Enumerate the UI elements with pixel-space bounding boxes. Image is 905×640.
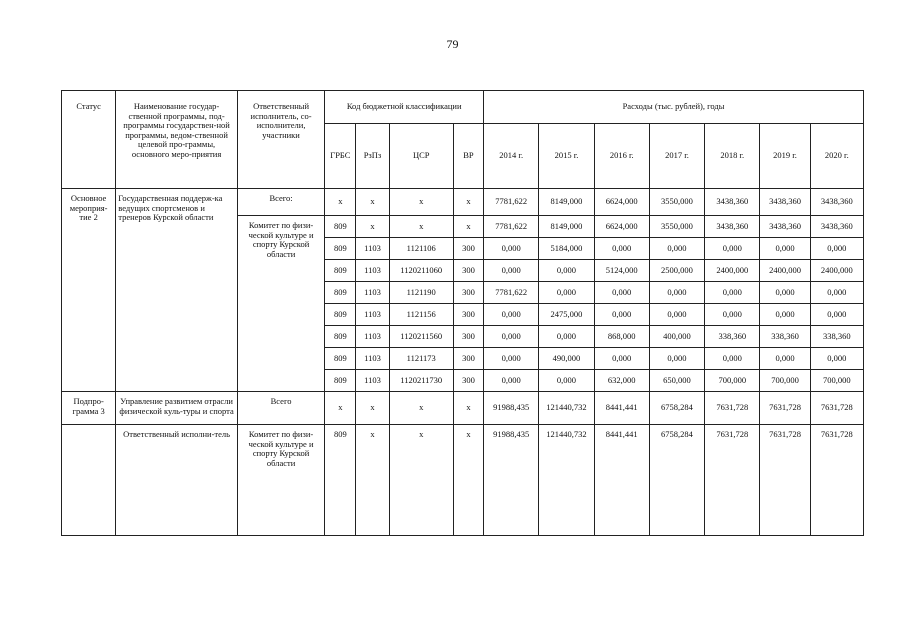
table-cell: 809 — [325, 326, 356, 348]
table-cell: 300 — [453, 348, 483, 370]
table-cell: 1120211060 — [389, 260, 453, 282]
table-cell: 3550,000 — [649, 216, 704, 238]
table-cell: 2400,000 — [810, 260, 863, 282]
table-cell: 8441,441 — [594, 425, 649, 536]
table-cell: 0,000 — [649, 282, 704, 304]
header-year-2015: 2015 г. — [539, 124, 594, 189]
table-cell: x — [325, 392, 356, 425]
table-cell: 1103 — [356, 348, 389, 370]
table-cell: 0,000 — [594, 304, 649, 326]
table-cell: 2500,000 — [649, 260, 704, 282]
table-cell: 0,000 — [649, 348, 704, 370]
table-cell: 91988,435 — [484, 392, 539, 425]
table-cell: 7631,728 — [810, 392, 863, 425]
table-row — [62, 189, 864, 216]
table-cell: 0,000 — [594, 348, 649, 370]
page-number: 79 — [446, 37, 459, 51]
header-rzpz: РзПз — [356, 124, 389, 189]
table-cell: x — [453, 425, 483, 536]
table-cell: 1120211730 — [389, 370, 453, 392]
table-cell: 0,000 — [760, 304, 810, 326]
table-cell: 8149,000 — [539, 216, 594, 238]
header-budget-code: Код бюджетной классификации — [325, 91, 484, 124]
table-cell: 0,000 — [484, 326, 539, 348]
table-cell: x — [389, 216, 453, 238]
table-cell: 6624,000 — [594, 189, 649, 216]
row-executor: Всего: — [237, 189, 324, 216]
table-cell: x — [453, 189, 483, 216]
table-row — [62, 392, 864, 425]
table-cell: 809 — [325, 216, 356, 238]
table-cell: 809 — [325, 348, 356, 370]
table-cell: 91988,435 — [484, 425, 539, 536]
table-cell: 0,000 — [484, 238, 539, 260]
table-cell: 1121106 — [389, 238, 453, 260]
table-cell: 300 — [453, 326, 483, 348]
row-executor: Всего — [237, 392, 324, 425]
header-csr: ЦСР — [389, 124, 453, 189]
table-cell: 1103 — [356, 260, 389, 282]
header-status: Статус — [62, 91, 116, 189]
header-expenses: Расходы (тыс. рублей), годы — [484, 91, 864, 124]
table-cell: 1121190 — [389, 282, 453, 304]
table-cell: 809 — [325, 304, 356, 326]
table-cell: 0,000 — [810, 348, 863, 370]
table-cell: 0,000 — [705, 304, 760, 326]
table-cell: 1103 — [356, 304, 389, 326]
table-cell: 700,000 — [760, 370, 810, 392]
table-cell: 3438,360 — [810, 216, 863, 238]
table-cell: 300 — [453, 282, 483, 304]
table-cell: 300 — [453, 370, 483, 392]
table-cell: 0,000 — [810, 282, 863, 304]
table-cell: 1103 — [356, 370, 389, 392]
table-cell: 6624,000 — [594, 216, 649, 238]
table-cell: 7631,728 — [760, 392, 810, 425]
table-cell: 2400,000 — [705, 260, 760, 282]
table-cell: 1120211560 — [389, 326, 453, 348]
table-cell: 338,360 — [810, 326, 863, 348]
table-cell: 121440,732 — [539, 425, 594, 536]
table-cell: 0,000 — [539, 370, 594, 392]
table-cell: 7631,728 — [705, 425, 760, 536]
row-status — [62, 425, 116, 536]
row-executor: Комитет по физи-ческой культуре и спорту Курской области — [237, 216, 324, 392]
table-cell: x — [389, 189, 453, 216]
header-row — [62, 91, 864, 124]
table-cell: 8441,441 — [594, 392, 649, 425]
table-cell: 700,000 — [705, 370, 760, 392]
table-cell: 0,000 — [484, 260, 539, 282]
table-cell: 0,000 — [649, 304, 704, 326]
table-cell: 7631,728 — [760, 425, 810, 536]
table-cell: 1103 — [356, 326, 389, 348]
table-cell: x — [356, 216, 389, 238]
header-year-2017: 2017 г. — [649, 124, 704, 189]
table-cell: 868,000 — [594, 326, 649, 348]
table-cell: 3438,360 — [810, 189, 863, 216]
header-vr: ВР — [453, 124, 483, 189]
table-cell: x — [389, 392, 453, 425]
table-cell: 2475,000 — [539, 304, 594, 326]
table-cell: 1103 — [356, 238, 389, 260]
table-cell: 300 — [453, 304, 483, 326]
table-cell: 6758,284 — [649, 392, 704, 425]
header-name: Наименование государ-ственной программы, под-программы государствен-ной программы, ведом-ственной целевой про-граммы, основного меро-приятия — [116, 91, 238, 189]
table-cell: x — [453, 216, 483, 238]
table-cell: 809 — [325, 238, 356, 260]
table-cell: 2400,000 — [760, 260, 810, 282]
table-cell: x — [325, 189, 356, 216]
table-row — [62, 425, 864, 536]
table-cell: 3438,360 — [705, 216, 760, 238]
table-cell: 0,000 — [539, 282, 594, 304]
table-cell: 650,000 — [649, 370, 704, 392]
table-cell: 8149,000 — [539, 189, 594, 216]
header-grbs: ГРБС — [325, 124, 356, 189]
table-cell: 7781,622 — [484, 282, 539, 304]
table-cell: x — [389, 425, 453, 536]
row-name: Управление развитием отрасли физической куль-туры и спорта — [116, 392, 238, 425]
table-cell: 300 — [453, 260, 483, 282]
table-cell: 632,000 — [594, 370, 649, 392]
table-cell: 1121173 — [389, 348, 453, 370]
table-cell: 0,000 — [760, 282, 810, 304]
table-cell: 490,000 — [539, 348, 594, 370]
row-status: Подпро-грамма 3 — [62, 392, 116, 425]
table-cell: x — [356, 425, 389, 536]
table-cell: 0,000 — [705, 348, 760, 370]
table-cell: 0,000 — [760, 348, 810, 370]
table-cell: 0,000 — [484, 304, 539, 326]
table-cell: x — [453, 392, 483, 425]
row-name: Ответственный исполни-тель — [116, 425, 238, 536]
table-cell: 700,000 — [810, 370, 863, 392]
table-cell: 300 — [453, 238, 483, 260]
table-cell: 3438,360 — [760, 216, 810, 238]
table-cell: 3550,000 — [649, 189, 704, 216]
table-cell: x — [356, 392, 389, 425]
table-cell: 5184,000 — [539, 238, 594, 260]
table-cell: 1103 — [356, 282, 389, 304]
table-cell: 0,000 — [539, 260, 594, 282]
table-cell: 809 — [325, 425, 356, 536]
header-year-2014: 2014 г. — [484, 124, 539, 189]
header-year-2018: 2018 г. — [705, 124, 760, 189]
table-cell: 0,000 — [810, 238, 863, 260]
table-cell: 0,000 — [649, 238, 704, 260]
table-cell: 809 — [325, 260, 356, 282]
table-cell: 0,000 — [810, 304, 863, 326]
table-cell: 0,000 — [539, 326, 594, 348]
row-name: Государственная поддерж-ка ведущих спортсменов и тренеров Курской области — [116, 189, 238, 392]
table-cell: 1121156 — [389, 304, 453, 326]
table-cell: 7631,728 — [810, 425, 863, 536]
table-cell: 7781,622 — [484, 189, 539, 216]
row-status: Основное мероприя-тие 2 — [62, 189, 116, 392]
table-cell: 6758,284 — [649, 425, 704, 536]
header-executor: Ответственный исполнитель, со-исполнители, участники — [237, 91, 324, 189]
table-cell: 5124,000 — [594, 260, 649, 282]
table-cell: 0,000 — [594, 238, 649, 260]
table-cell: 7631,728 — [705, 392, 760, 425]
table-cell: 0,000 — [705, 238, 760, 260]
header-year-2016: 2016 г. — [594, 124, 649, 189]
table-cell: 0,000 — [484, 348, 539, 370]
table-cell: 3438,360 — [705, 189, 760, 216]
table-cell: 0,000 — [484, 370, 539, 392]
row-executor: Комитет по физи-ческой культуре и спорту Курской области — [237, 425, 324, 536]
table-cell: 7781,622 — [484, 216, 539, 238]
table-cell: 0,000 — [705, 282, 760, 304]
table-cell: x — [356, 189, 389, 216]
table-cell: 121440,732 — [539, 392, 594, 425]
table-cell: 0,000 — [760, 238, 810, 260]
table-cell: 3438,360 — [760, 189, 810, 216]
budget-table — [61, 90, 864, 536]
header-year-2020: 2020 г. — [810, 124, 863, 189]
table-cell: 400,000 — [649, 326, 704, 348]
table-cell: 0,000 — [594, 282, 649, 304]
table-cell: 338,360 — [705, 326, 760, 348]
table-cell: 809 — [325, 370, 356, 392]
header-year-2019: 2019 г. — [760, 124, 810, 189]
table-cell: 809 — [325, 282, 356, 304]
table-cell: 338,360 — [760, 326, 810, 348]
